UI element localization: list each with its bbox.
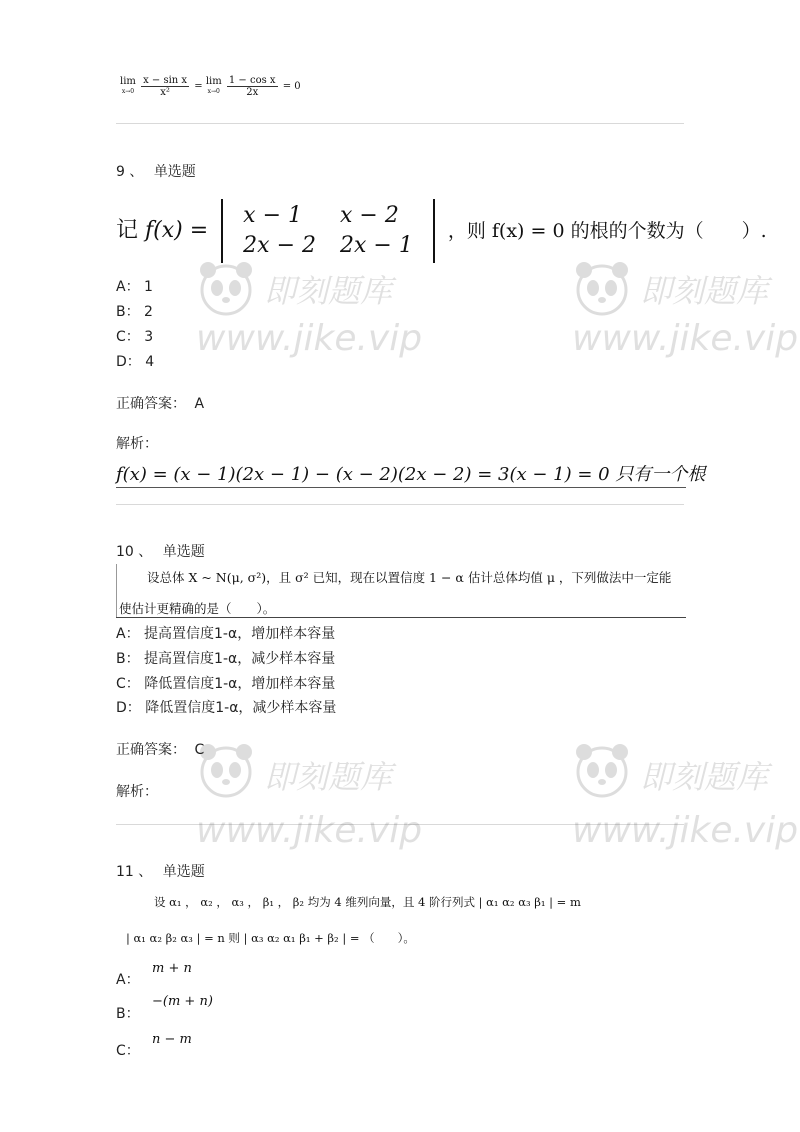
divider: [116, 504, 684, 505]
stem-suffix: ，则 f(x) = 0 的根的个数为（ ）.: [447, 220, 767, 242]
denominator: 2x: [246, 87, 259, 98]
question-10-stem: [116, 564, 687, 618]
analysis-text: f(x) = (x − 1)(2x − 1) − (x − 2)(2x − 2) = 3(x − 1) = 0 只有一个根: [116, 464, 706, 485]
divider: [116, 824, 684, 825]
option-label: B：: [116, 1006, 140, 1022]
stem-line-2: | α₁ α₂ β₂ α₃ | = n 则 | α₃ α₂ α₁ β₁ + β₂ | = （ ）。: [126, 931, 415, 945]
answer-value: A: [194, 396, 205, 412]
fraction-2: [227, 75, 278, 98]
option-c[interactable]: [116, 1040, 140, 1060]
lim-text: lim: [120, 75, 136, 87]
watermark: [572, 258, 799, 378]
limit-2: [206, 77, 222, 97]
option-d[interactable]: D： 降低置信度1-α，减少样本容量: [116, 700, 337, 716]
question-number: 11 、: [116, 864, 153, 880]
equals-zero: = 0: [282, 81, 301, 92]
answer-line: [116, 739, 204, 759]
option-c[interactable]: C： 3: [116, 329, 154, 345]
divider: [116, 123, 684, 124]
question-11-header: [116, 861, 205, 881]
denominator: x²: [160, 87, 170, 98]
option-label: C：: [116, 1043, 140, 1059]
question-type: 单选题: [153, 164, 196, 180]
question-number: 10 、: [116, 544, 153, 560]
option-b[interactable]: B： 提高置信度1-α，减少样本容量: [116, 651, 336, 667]
watermark-brand: 即刻题库: [640, 272, 769, 310]
question-type: 单选题: [162, 544, 205, 560]
stem-underline: [116, 617, 686, 618]
lim-subscript: x→0: [207, 87, 220, 95]
det-cell: 2x − 1: [340, 233, 413, 258]
lim-subscript: x→0: [121, 87, 135, 95]
watermark-url: www.jike.vip: [572, 810, 799, 851]
panda-icon: [572, 740, 632, 800]
option-label: A：: [116, 972, 140, 988]
det-cell: x − 1: [243, 203, 302, 228]
watermark-url: www.jike.vip: [572, 318, 799, 359]
question-11-stem: [116, 886, 686, 946]
answer-value: C: [194, 742, 205, 758]
watermark-brand: 即刻题库: [264, 758, 393, 796]
panda-icon: [196, 258, 256, 318]
question-9-header: [116, 161, 196, 181]
option-d[interactable]: D： 4: [116, 354, 155, 370]
watermark: [196, 740, 426, 870]
option-a[interactable]: A： 1: [116, 279, 153, 295]
det-cell: x − 2: [340, 203, 399, 228]
answer-line: [116, 393, 204, 413]
answer-label: 正确答案：: [116, 396, 186, 412]
stem-function: f(x) =: [145, 218, 209, 243]
option-c-math: n − m: [152, 1032, 192, 1047]
fraction-1: [141, 75, 189, 98]
option-b-math: −(m + n): [152, 994, 213, 1009]
det-cell: 2x − 2: [243, 233, 316, 258]
watermark: [572, 740, 799, 870]
answer-label: 正确答案：: [116, 742, 186, 758]
option-a[interactable]: [116, 969, 140, 989]
option-b[interactable]: [116, 1003, 140, 1023]
limit-formula: [120, 70, 301, 104]
watermark-url: www.jike.vip: [196, 318, 423, 359]
stem-prefix: 记: [116, 218, 139, 243]
analysis-formula: [116, 460, 706, 490]
analysis-underline: [116, 487, 686, 488]
option-c[interactable]: C： 降低置信度1-α，增加样本容量: [116, 676, 336, 692]
question-type: 单选题: [162, 864, 205, 880]
numerator: 1 − cos x: [228, 75, 276, 86]
limit-1: [120, 77, 136, 97]
watermark-url: www.jike.vip: [196, 810, 423, 851]
lim-text: lim: [205, 75, 222, 87]
option-a[interactable]: A： 提高置信度1-α，增加样本容量: [116, 626, 336, 642]
question-9-stem: [116, 196, 767, 266]
analysis-label: 解析：: [116, 436, 158, 452]
stem-line-2: 使估计更精确的是（ ）。: [119, 601, 276, 616]
numerator: x − sin x: [143, 75, 188, 86]
watermark: [196, 258, 426, 378]
watermark-brand: 即刻题库: [264, 272, 393, 310]
analysis-label: 解析：: [116, 784, 158, 800]
equals: =: [194, 81, 203, 92]
panda-icon: [196, 740, 256, 800]
question-number: 9 、: [116, 164, 144, 180]
watermark-brand: 即刻题库: [640, 758, 769, 796]
stem-line-1: 设总体 X ~ N(μ, σ²)，且 σ² 已知，现在以置信度 1 − α 估计总体均值 μ ，下列做法中一定能: [147, 570, 672, 585]
determinant: [221, 199, 435, 263]
option-a-math: m + n: [152, 961, 192, 976]
panda-icon: [572, 258, 632, 318]
question-10-header: [116, 541, 205, 561]
option-b[interactable]: B： 2: [116, 304, 153, 320]
stem-line-1: 设 α₁ ， α₂ ， α₃ ， β₁ ， β₂ 均为 4 维列向量，且 4 阶行列式 | α₁ α₂ α₃ β₁ | = m: [154, 895, 581, 909]
